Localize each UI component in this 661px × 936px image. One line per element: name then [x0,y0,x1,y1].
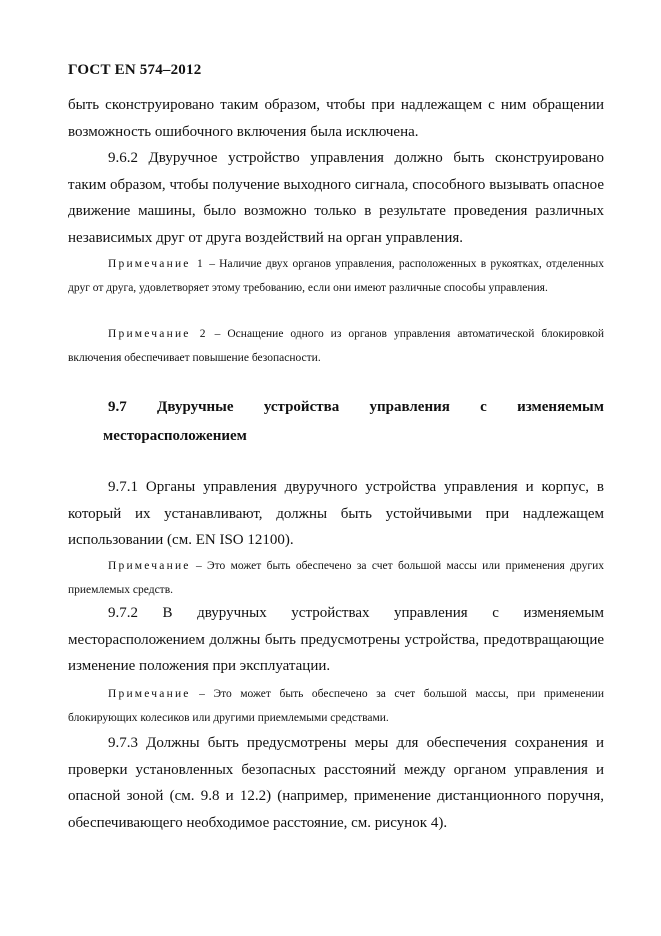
note-1-label: Примечание 1 [108,258,205,270]
note-4-label: Примечание [108,688,191,700]
section-word-5: изменяемым [517,399,604,415]
section-word-3: управления [369,399,450,415]
continuation-paragraph: быть сконструировано таким образом, чтобы при надлежащем с ним обращении возможность ошибочного включения была исключена. [68,97,604,140]
section-word-1: Двуручные [157,399,234,415]
paragraph-9-6-2: 9.6.2 Двуручное устройство управления должно быть сконструировано таким образом, чтобы получение выходного сигнала, способного вызывать опасное движение машины, было возможно только в результате проведения различных независимых друг от друга воздействий на орган управления. [68,150,604,246]
section-heading-line-2: месторасположением [103,428,247,444]
paragraph-9-7-2: 9.7.2 В двуручных устройствах управления с изменяемым месторасположением должны быть предусмотрены устройства, предотвращающие изменение положения при эксплуатации. [68,605,604,674]
paragraph-9-7-3: 9.7.3 Должны быть предусмотрены меры для обеспечения сохранения и проверки установленных безопасных расстояний между органом управления и опасной зоной (см. 9.8 и 12.2) (например, применение дистанционного поручня, обеспечивающего необходимое расстояние, см. рисунок 4). [68,735,604,831]
note-4-text: – Это может быть обеспечено за счет большой массы, при применении блокирующих колесиков или другими приемлемыми средствами. [68,688,604,724]
note-1-text: – Наличие двух органов управления, расположенных в рукоятках, отделенных друг от друга, удовлетворяет этому требованию, если они имеют различные способы управления. [68,258,604,294]
note-2-text: – Оснащение одного из органов управления автоматической блокировкой включения обеспечивает повышение безопасности. [68,328,604,364]
page-header-title: ГОСТ EN 574–2012 [68,62,202,78]
section-word-4: с [480,399,487,415]
note-3-text: – Это может быть обеспечено за счет большой массы или применения других приемлемых средств. [68,560,604,596]
note-2-label: Примечание 2 [108,328,208,340]
note-2 [68,323,604,370]
note-3-label: Примечание [108,560,191,572]
section-word-2: устройства [263,399,340,415]
note-1 [68,253,604,300]
note-3 [68,555,604,602]
note-4 [68,683,604,730]
section-heading-9-7 [103,393,604,451]
section-number: 9.7 [108,399,127,415]
paragraph-9-7-1: 9.7.1 Органы управления двуручного устройства управления и корпус, в который их устанавливают, должны быть устойчивыми при надлежащем использовании (см. EN ISO 12100). [68,479,604,548]
